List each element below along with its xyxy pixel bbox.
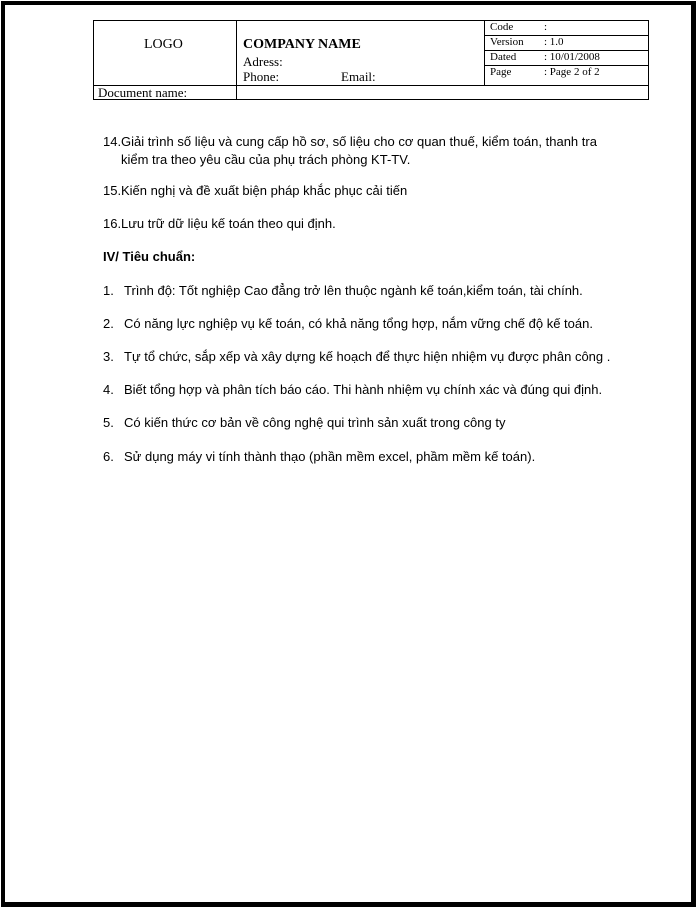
code-label: Code: [490, 21, 514, 33]
item-text: Giải trình số liệu và cung cấp hồ sơ, số liệu cho cơ quan thuế, kiểm toán, thanh tra: [121, 134, 597, 149]
item-number: 15.: [103, 183, 122, 198]
item-number: 4.: [103, 382, 114, 397]
item-number: 2.: [103, 316, 114, 331]
item-text: Tự tổ chức, sắp xếp và xây dựng kế hoạch để thực hiện nhiệm vụ được phân công .: [124, 349, 611, 364]
item-text: Biết tổng hợp và phân tích báo cáo. Thi hành nhiệm vụ chính xác và đúng qui định.: [124, 382, 603, 397]
list-item: [103, 316, 593, 331]
code-value: :: [544, 21, 548, 33]
dated-value: : 10/01/2008: [544, 51, 600, 63]
version-value: : 1.0: [544, 36, 564, 48]
phone-label: Phone:: [243, 69, 280, 84]
page-label: Page: [490, 66, 512, 78]
item-text-continued: kiểm tra theo yêu cầu của phụ trách phòng KT-TV.: [121, 152, 411, 167]
page-value: : Page 2 of 2: [544, 66, 600, 78]
company-name: COMPANY NAME: [243, 37, 361, 52]
version-label: Version: [490, 36, 524, 48]
item-number: 6.: [103, 449, 114, 464]
item-number: 3.: [103, 349, 114, 364]
item-number: 16.: [103, 216, 122, 231]
email-label: Email:: [341, 69, 376, 84]
header-divider: [236, 21, 237, 100]
list-item: [103, 382, 602, 397]
document-header: [93, 20, 649, 100]
dated-label: Dated: [490, 51, 517, 63]
item-text: Có kiến thức cơ bản về công nghệ qui trình sản xuất trong công ty: [124, 415, 506, 430]
item-text: Kiến nghị và đề xuất biện pháp khắc phục cải tiến: [121, 183, 408, 198]
item-text: Lưu trữ dữ liệu kế toán theo qui định.: [121, 216, 336, 231]
item-number: 1.: [103, 283, 114, 298]
item-text: Sử dụng máy vi tính thành thạo (phần mềm excel, phầm mềm kế toán).: [124, 449, 536, 464]
list-item: [103, 349, 610, 364]
item-number: 14.: [103, 134, 122, 149]
list-item: [103, 415, 505, 430]
list-item: [103, 182, 648, 200]
list-item: [103, 215, 648, 233]
header-divider: [484, 21, 485, 85]
item-text: Trình độ: Tốt nghiệp Cao đẳng trở lên thuộc ngành kế toán,kiểm toán, tài chính.: [124, 283, 583, 298]
item-text: Có năng lực nghiệp vụ kế toán, có khả năng tổng hợp, nắm vững chế độ kế toán.: [124, 316, 593, 331]
document-name-label: Document name:: [98, 85, 188, 100]
item-number: 5.: [103, 415, 114, 430]
list-item: [103, 449, 535, 464]
adress-label: Adress:: [243, 54, 283, 69]
logo-placeholder: LOGO: [144, 37, 183, 52]
list-item: [103, 283, 583, 298]
section-title: IV/ Tiêu chuẩn:: [103, 249, 196, 264]
list-item: [103, 133, 648, 169]
